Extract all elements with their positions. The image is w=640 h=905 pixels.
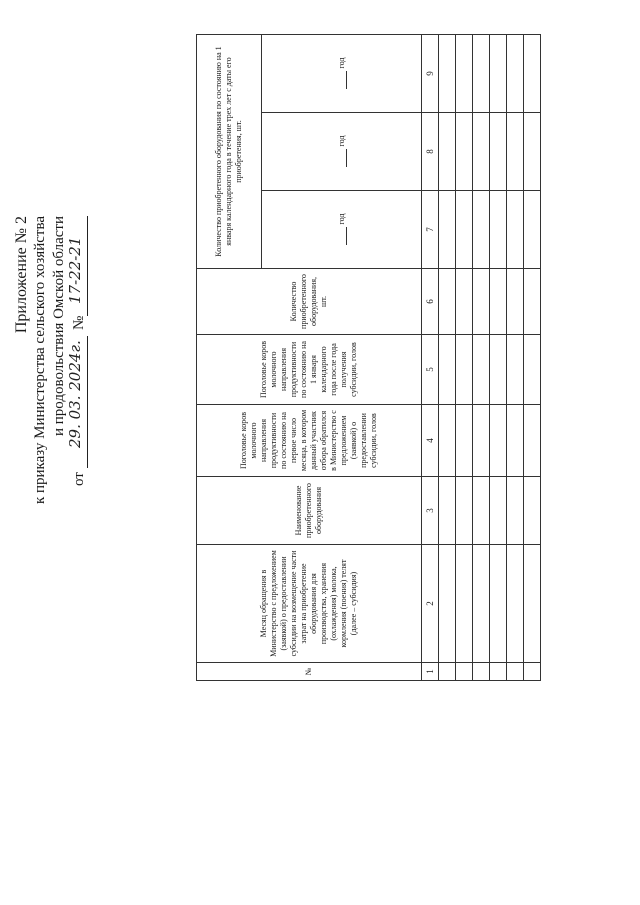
order-date-number-line [66, 216, 92, 816]
data-table [196, 34, 541, 681]
order-number: 17-22-21 [66, 236, 84, 304]
col-num-3: 3 [422, 477, 439, 545]
year-label-3: год [336, 57, 346, 69]
col-num-4: 4 [422, 405, 439, 477]
col-num-9: 9 [422, 35, 439, 113]
year-blank-2 [338, 149, 347, 167]
table-row [473, 35, 490, 681]
table-row [456, 35, 473, 681]
year-cell-2 [262, 113, 422, 191]
year-blank-1 [338, 227, 347, 245]
table-row [507, 35, 524, 681]
year-label-2: год [336, 135, 346, 147]
from-label: от [71, 472, 87, 486]
year-cell-1 [262, 191, 422, 269]
col-num-1: 1 [422, 663, 439, 681]
year-blank-3 [338, 71, 347, 89]
col-cows-after-subsidy-header: Поголовье коров молочного направления продуктивности по состоянию на 1 января календарного года после года получения субсидии, голов [197, 335, 422, 405]
col-month-header: Месяц обращения в Министерство с предложением (заявкой) о предоставлении субсидии на возмещение части затрат на приобретение оборудования для производства, хранения (охлаждения) молока, кормления (поения) телят (далее – субсидия) [197, 545, 422, 663]
date-underline [87, 336, 88, 468]
col-equipment-name-header: Наименование приобретенного оборудования [197, 477, 422, 545]
number-label: № [71, 315, 87, 330]
col-cows-at-application-header: Поголовье коров молочного направления продуктивности по состоянию на первое число месяца, в котором данный участник отбора обратился в Министерство с предложением (заявкой) о предоставлении субсидии, голов [197, 405, 422, 477]
col-num-2: 2 [422, 545, 439, 663]
appendix-title: Приложение № 2 [13, 216, 30, 334]
col-num-5: 5 [422, 335, 439, 405]
year-cell-3 [262, 35, 422, 113]
order-line-2: и продовольствия Омской области [51, 216, 67, 437]
rotated-content [0, 6, 438, 886]
col-num-7: 7 [422, 191, 439, 269]
order-line-1: к приказу Министерства сельского хозяйства [32, 216, 48, 505]
order-date: 29. 03. 2024г. [66, 340, 84, 448]
year-label-1: год [336, 213, 346, 225]
col-num-6: 6 [422, 269, 439, 335]
number-underline [87, 216, 88, 316]
table-row [524, 35, 541, 681]
table-row [439, 35, 456, 681]
col-num-8: 8 [422, 113, 439, 191]
col-number-header: № [197, 663, 422, 681]
col-equipment-by-year-header: Количество приобретенного оборудования по состоянию на 1 января календарного года в течение трех лет с даты его приобретения, шт. [197, 35, 262, 269]
col-equipment-count-header: Количество приобретенного оборудования, шт. [197, 269, 422, 335]
table-row [490, 35, 507, 681]
